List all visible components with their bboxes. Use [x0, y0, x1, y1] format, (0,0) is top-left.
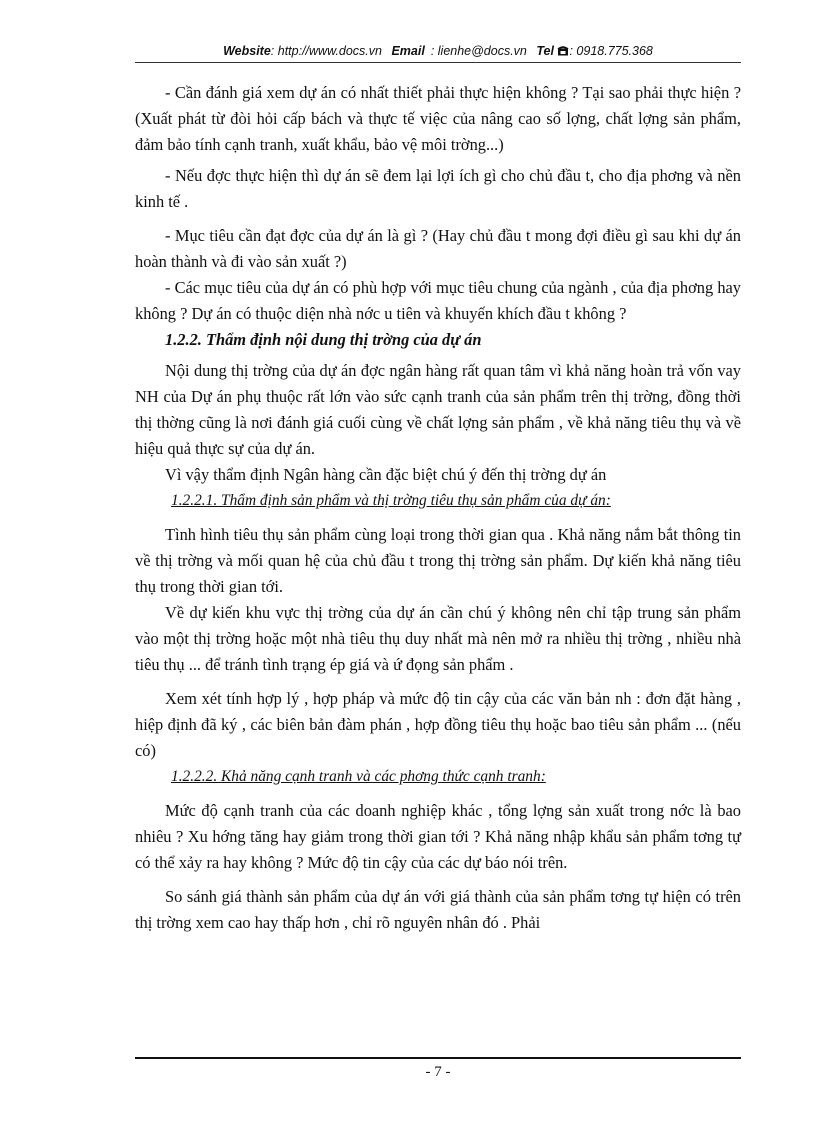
paragraph-2: - Nếu đợc thực hiện thì dự án sẽ đem lại lợi ích gì cho chủ đầu t, cho địa phơng và nền kinh tế . — [135, 166, 741, 211]
footer-rule — [135, 1057, 741, 1059]
paragraph-5: Nội dung thị trờng của dự án đợc ngân hàng rất quan tâm vì khả năng hoàn trả vốn vay NH của Dự án phụ thuộc rất lớn vào sức cạnh tranh của sản phẩm trên thị trờng, đồng thời thị thờng cũng là nơi đánh giá cuối cùng về chất lợng sản phẩm , về khả năng tiêu thụ và về hiệu quả thực sự của dự án. — [135, 361, 741, 458]
paragraph-4: - Các mục tiêu của dự án có phù hợp với mục tiêu chung của ngành , của địa phơng hay không ? Dự án có thuộc diện nhà nớc u tiên và khuyến khích đầu t không ? — [135, 278, 741, 323]
phone-icon — [557, 45, 569, 56]
subsection-heading-1-2-2-2: 1.2.2.2. Khả năng cạnh tranh và các phơng thức cạnh tranh: — [171, 768, 546, 785]
paragraph-6: Vì vậy thẩm định Ngân hàng cần đặc biệt chú ý đến thị trờng dự án — [165, 465, 607, 484]
paragraph-1: - Cần đánh giá xem dự án có nhất thiết phải thực hiện không ? Tại sao phải thực hiện ? (Xuất phát từ đòi hỏi cấp bách và thực tế việc của nâng cao số lợng, chất lợng sản phẩm, đảm bảo tính cạnh tranh, xuất khẩu, bảo vệ môi trờng...) — [135, 83, 741, 154]
paragraph-8: Về dự kiến khu vực thị trờng của dự án cần chú ý không nên chỉ tập trung sản phẩm vào một thị trờng hoặc một nhà tiêu thụ duy nhất mà nên mở ra nhiều thị trờng , nhiều nhà tiêu thụ ... để tránh tình trạng ép giá và ứ đọng sản phẩm . — [135, 603, 741, 674]
email-label: Email — [391, 44, 425, 58]
page-header — [135, 44, 741, 58]
section-heading-1-2-2: 1.2.2. Thẩm định nội dung thị trờng của dự án — [165, 330, 482, 349]
website-value: : http://www.docs.vn — [270, 44, 382, 58]
paragraph-3: - Mục tiêu cần đạt đợc của dự án là gì ? (Hay chủ đầu t mong đợi điều gì sau khi dự án hoàn thành và đi vào sản xuất ?) — [135, 226, 741, 271]
tel-value: : 0918.775.368 — [569, 44, 653, 58]
email-value: : lienhe@docs.vn — [430, 44, 527, 58]
paragraph-11: So sánh giá thành sản phẩm của dự án với giá thành của sản phẩm tơng tự hiện có trên thị trờng xem cao hay thấp hơn , chỉ rõ nguyên nhân đó . Phải — [135, 887, 741, 932]
paragraph-9: Xem xét tính hợp lý , hợp pháp và mức độ tin cậy của các văn bản nh : đơn đặt hàng , hiệp định đã ký , các biên bản đàm phán , hợp đồng tiêu thụ hoặc bao tiêu sản phẩm ... (nếu có) — [135, 689, 741, 760]
website-label: Website — [223, 44, 271, 58]
paragraph-10: Mức độ cạnh tranh của các doanh nghiệp khác , tổng lợng sản xuất trong nớc là bao nhiêu ? Xu hớng tăng hay giảm trong thời gian tới ? Khả năng nhập khẩu sản phẩm tơng tự có thể xảy ra hay không ? Mức độ tin cậy của các dự báo nói trên. — [135, 801, 741, 872]
document-body — [135, 80, 741, 936]
page-number: - 7 - — [425, 1064, 451, 1080]
tel-label: Tel — [536, 44, 554, 58]
subsection-heading-1-2-2-1: 1.2.2.1. Thẩm định sản phẩm và thị trờng tiêu thụ sản phẩm của dự án: — [171, 492, 611, 509]
paragraph-7: Tình hình tiêu thụ sản phẩm cùng loại trong thời gian qua . Khả năng nắm bắt thông tin về thị trờng và mối quan hệ của chủ đầu t trong thị trờng sản phẩm. Dự kiến khả năng tiêu thụ trong thời gian tới. — [135, 525, 741, 596]
header-rule — [135, 62, 741, 63]
